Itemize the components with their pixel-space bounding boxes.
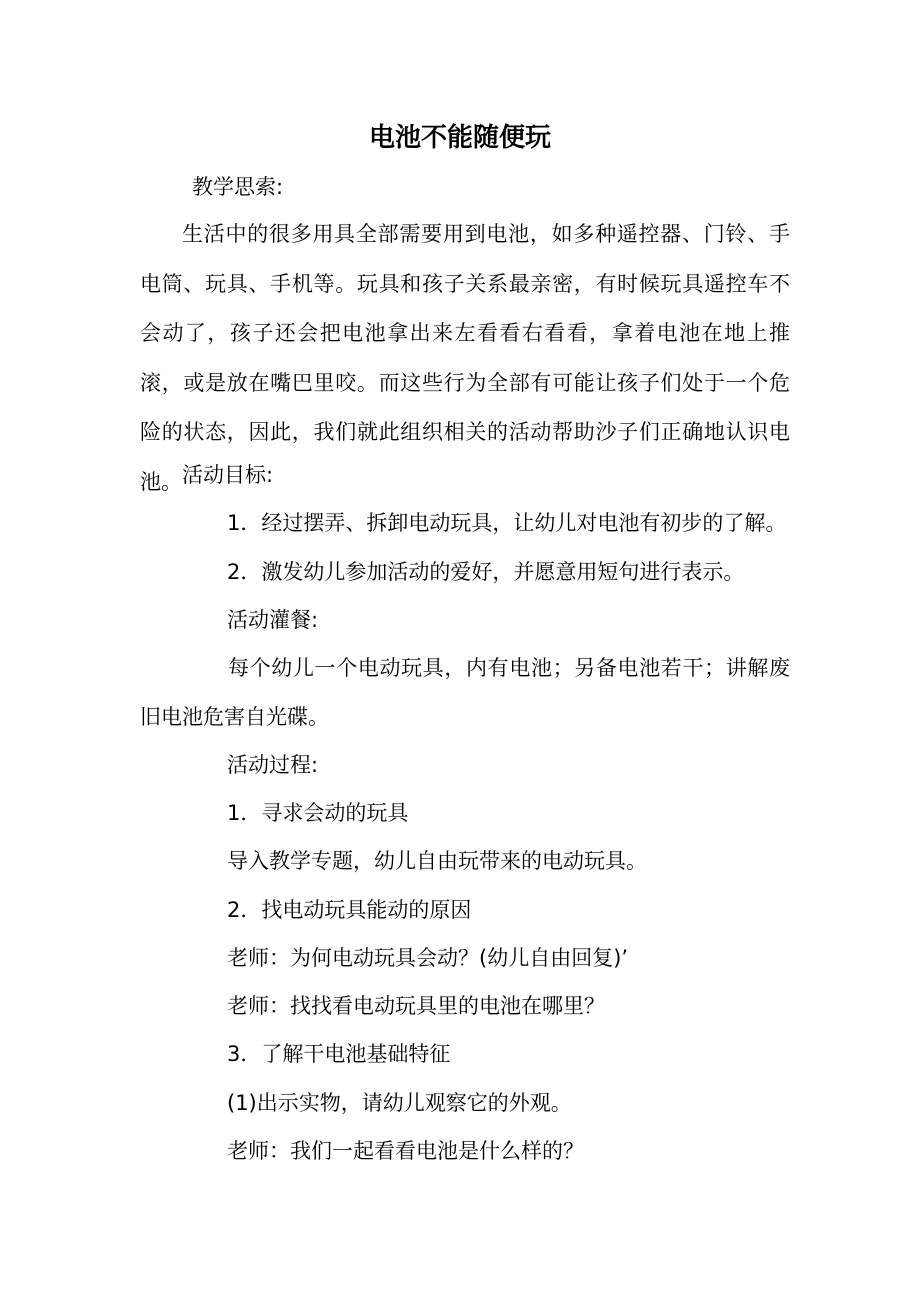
goals-heading: 活动目标: <box>182 463 274 487</box>
materials-paragraph: 每个幼儿一个电动玩具，内有电池；另备电池若干；讲解废旧电池危害自光碟。 <box>140 656 790 729</box>
process-step-2-question-2: 老师：找找看电动玩具里的电池在哪里？ <box>227 994 605 1018</box>
reflection-paragraph: 生活中的很多用具全部需要用到电池，如多种遥控器、门铃、手电筒、玩具、手机等。玩具和孩子关系最亲密，有时候玩具遥控车不会动了，孩子还会把电池拿出来左看看右看看，拿着电池在地上推滚，或是放在嘴巴里咬。而这些行为全部有可能让孩子们处于一个危险的状态，因此，我们就此组织相关的活动帮助沙子们正确地认识电池。 <box>140 222 790 494</box>
process-step-3: 3．了解干电池基础特征 <box>227 1042 451 1066</box>
process-step-2-question-1: 老师：为何电动玩具会动？(幼儿自由回复)’ <box>227 946 629 970</box>
document-title: 电池不能随便玩 <box>368 123 551 153</box>
process-heading: 活动过程: <box>227 753 319 777</box>
goal-item-2: 2．激发幼儿参加活动的爱好，并愿意用短句进行表示。 <box>227 560 745 584</box>
process-step-3-question-1: 老师：我们一起看看电池是什么样的？ <box>227 1139 584 1163</box>
process-step-3-sub-1: (1)出示实物，请幼儿观察它的外观。 <box>227 1091 572 1115</box>
goal-item-1: 1．经过摆弄、拆卸电动玩具，让幼儿对电池有初步的了解。 <box>227 511 787 535</box>
process-step-2: 2．找电动玩具能动的原因 <box>227 898 472 922</box>
materials-heading: 活动灌餐: <box>227 608 319 632</box>
reflection-heading: 教学思索: <box>192 175 284 199</box>
process-step-1-detail: 导入教学专题，幼儿自由玩带来的电动玩具。 <box>227 849 647 873</box>
process-step-1: 1．寻求会动的玩具 <box>227 801 409 825</box>
